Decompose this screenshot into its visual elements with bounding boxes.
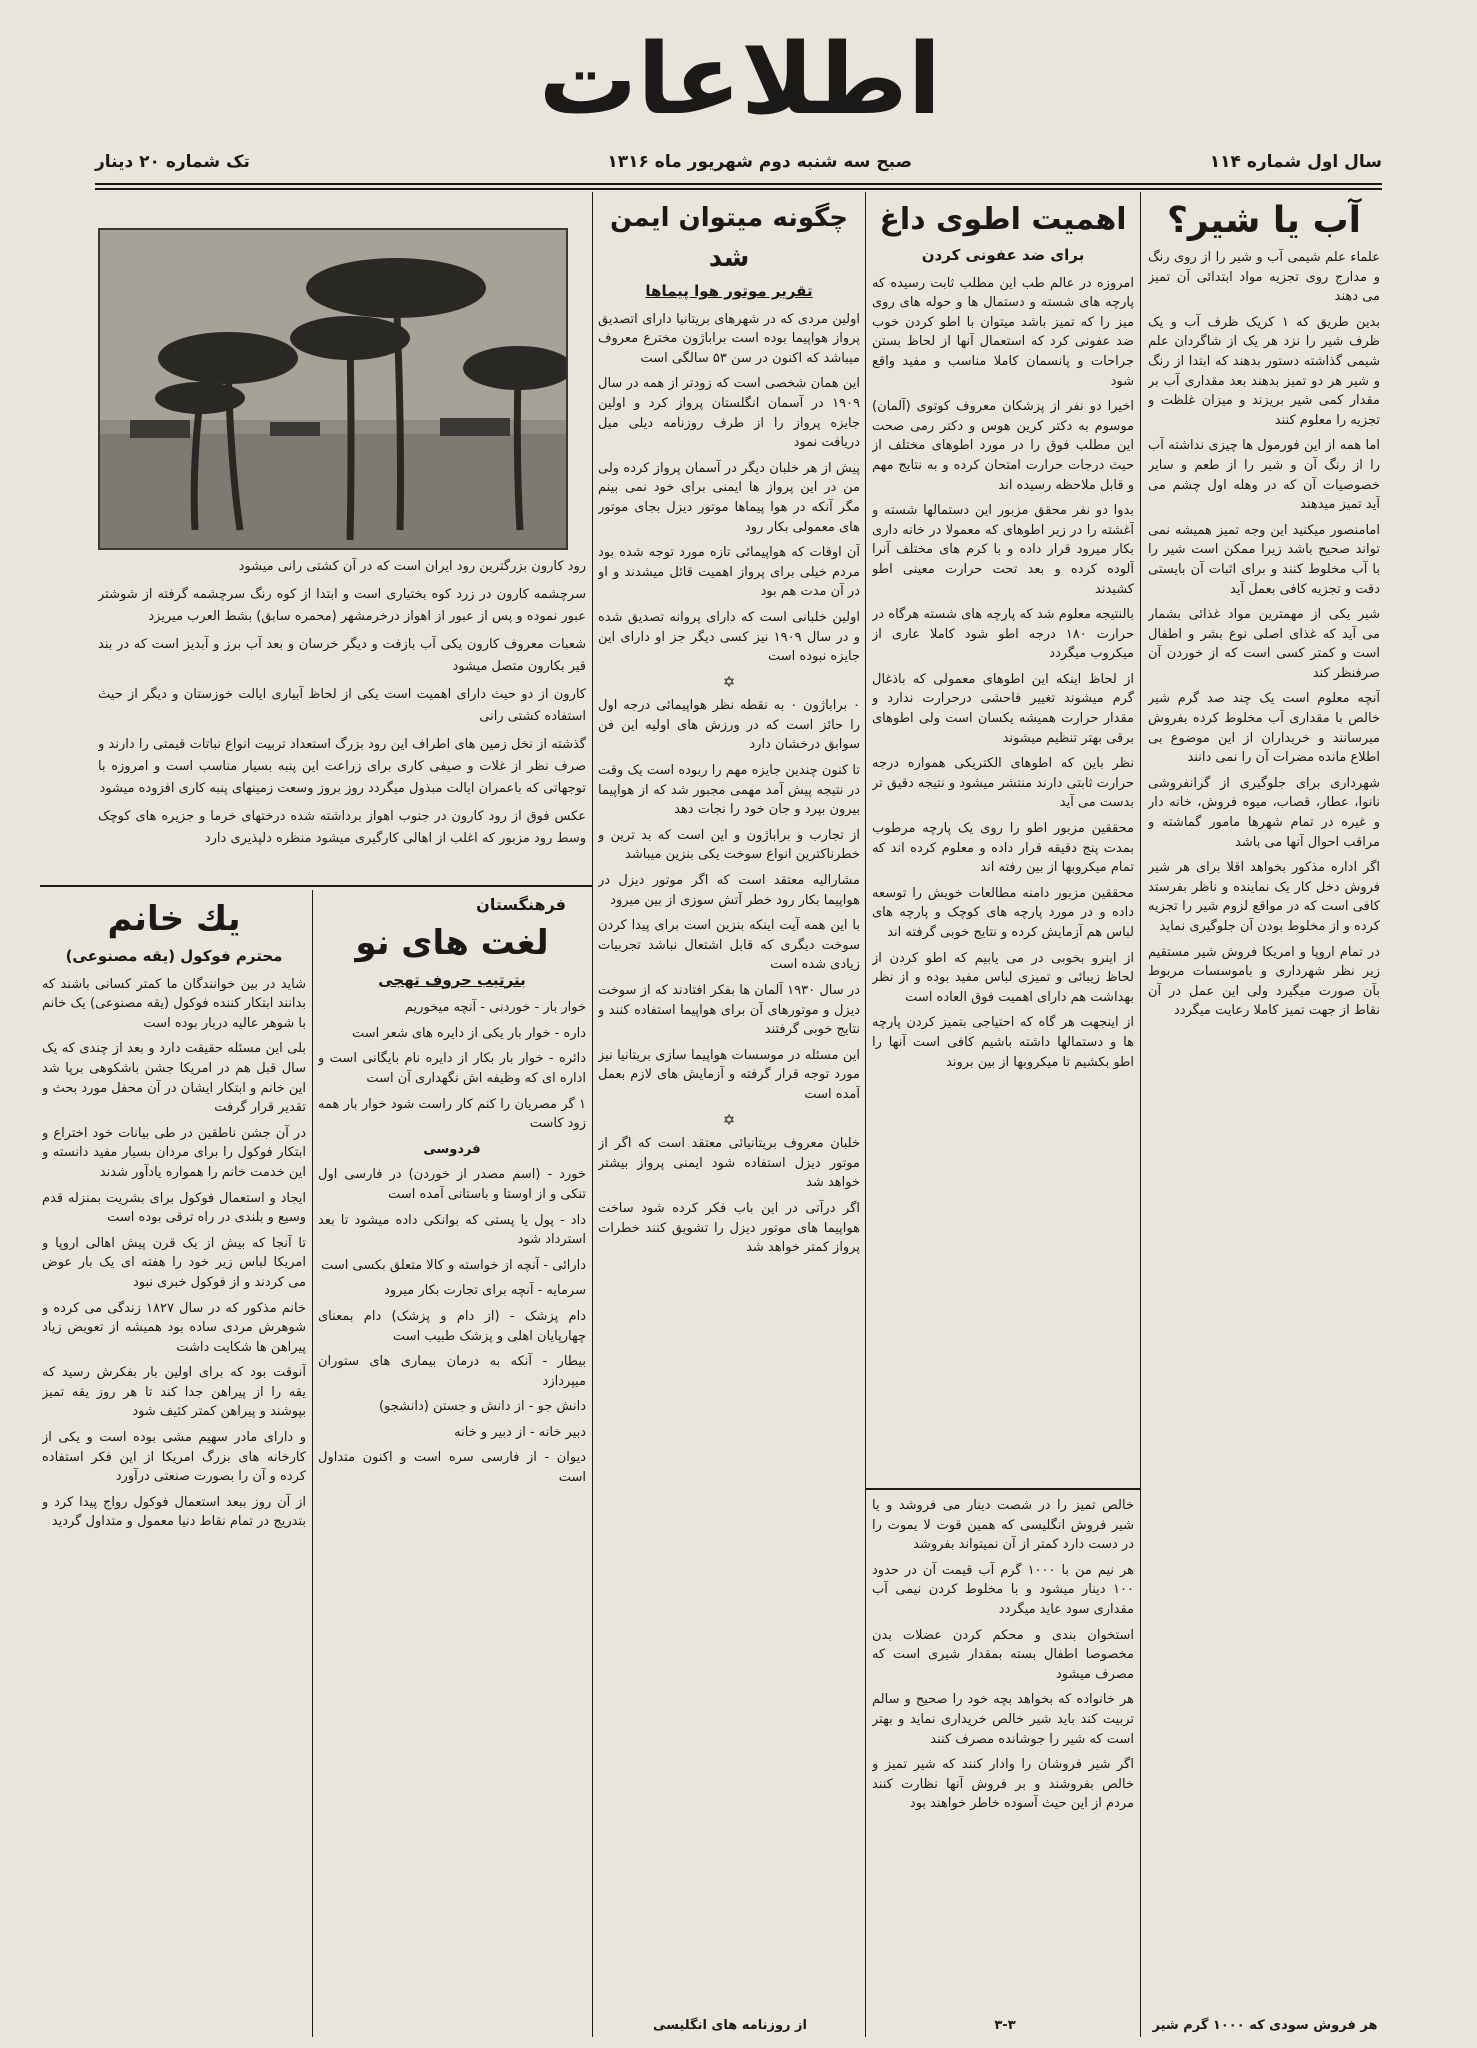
paragraph: شاید در بین خوانندگان ما کمتر کسانی باشند که بدانند ابتکار کننده فوکول (یقه مصنوعی) یک خانم با شوهر عالیه دربار بوده است: [42, 976, 306, 1031]
paragraph: امروزه در عالم طب این مطلب ثابت رسیده که پارچه های شسته و دستمال ها و حوله های روی میز را که تمیز باشد میتوان با اطو کردن خوب ضد عفونی کرد که استعمال آنها از لحاظ بستن جراحات و پانسمان کاملا مناسب و مفید واقع شود: [872, 275, 1134, 389]
paragraph: استخوان بندی و محکم کردن عضلات بدن مخصوصا اطفال بسته بمقدار شیری است که مصرف میشود: [872, 1627, 1134, 1682]
paragraph: داره - خوار بار یکی از دایره های شعر است: [352, 1025, 586, 1041]
masthead: اطلاعات: [538, 23, 942, 137]
article-hot-iron: [872, 198, 1134, 1483]
palm-trees-image: [100, 230, 566, 548]
paragraph: آنچه معلوم است یک چند صد گرم شیر خالص با مقداری آب مخلوط کرده بفروش میرسانند و خریداران از این موضوع بی اطلاع مانده مضرات آن را نمی دانند: [1148, 691, 1380, 766]
paragraph: پیش از هر خلبان دیگر در آسمان پرواز کرده ولی من در این پرواز ها ایمنی برای خود نمی بینم مگر آنکه در هوا پیماها موتور دیزل بجای موتور های معمولی بکار رود: [598, 460, 860, 535]
article-subtitle: بترتیب حروف تهجی: [378, 970, 526, 989]
paragraph: در آن جشن ناطقین در طی بیانات خود اختراع و ابتکار فوکول را برای مردان بسیار مفید دانسته و این خدمت خانم را همواره یادآور شدند: [42, 1125, 306, 1180]
paragraph: هر خانواده که بخواهد بچه خود را صحیح و سالم تربیت کند باید شیر خالص خریداری نماید و بهتر است که شیر را جوشانده مصرف کنند: [872, 1692, 1134, 1747]
article-title: آب یا شیر؟: [1167, 200, 1361, 241]
caption-paragraph: شعبات معروف کارون یکی آب بازفت و دیگر خرسان و بعد آب برز و آبدیز است که در بند قیر بکارون متصل میشود: [98, 637, 586, 674]
article-subtitle: برای ضد عفونی کردن: [921, 246, 1085, 264]
paragraph: محققین مزبور دامنه مطالعات خویش را توسعه داده و در مورد پارچه های کوچک و پارچه های لباس هم آزمایش کرده و نتایج خوبی گرفته اند: [872, 885, 1134, 940]
paragraph: خانم مذکور که در سال ۱۸۲۷ زندگی می کرده و شوهرش مردی ساده بود همیشه از تعویض زیاد پیراهن ها شکایت داشت: [42, 1300, 306, 1355]
paragraph: داد - پول یا پستی که بوانکی داده میشود تا بعد استرداد شود: [318, 1212, 586, 1248]
paragraph: اگر شیر فروشان را وادار کنند که شیر تمیز و خالص بفروشند و بر فروش آنها نظارت کنند مردم از این حیث آسوده خاطر خواهند بود: [872, 1757, 1134, 1812]
paragraph: تا کنون چندین جایزه مهم را ربوده است یک وقت در نتیجه پیش آمد مهمی مجبور شد که از هواپیما بیرون بپرد و جان خود را نجات دهد: [598, 763, 860, 818]
paragraph: در تمام اروپا و امریکا فروش شیر مستقیم زیر نظر شهرداری و باموسسات مربوط بآن صورت میگیرد ولی این عمل در آن نقاط از جهت تمیز کاملا رعایت میگردد: [1148, 944, 1380, 1019]
issue-number: سال اول شماره ۱۱۴: [1209, 152, 1382, 172]
paragraph: امامنصور میکنید این وجه تمیز همیشه نمی تواند صحیح باشد زیرا ممکن است شیر را با آب مخلوط کنند و برای اثبات آن بایستی دقت و تجزیه کافی بعمل آید: [1148, 522, 1380, 597]
article-water-or-milk-continued: [872, 1496, 1134, 2016]
paragraph: بالنتیجه معلوم شد که پارچه های شسته هرگاه در حرارت ۱۸۰ درجه اطو شود کاملا عاری از میکروب میگردد: [872, 607, 1134, 662]
paragraph: آنوقت بود که برای اولین بار بفکرش رسید که یقه را از پیراهن جدا کند تا هر روز یقه تمیز بپوشند و پیراهن کمتر کثیف شود: [42, 1365, 306, 1420]
top-rule-1: [95, 183, 1382, 185]
article-a-lady: [42, 895, 306, 2025]
paragraph: از اینرو بخوبی در می یابیم که اطو کردن از لحاظ زیبائی و تمیزی لباس مفید بوده و از نظر بهداشت هم دارای اهمیت فوق العاده است: [872, 950, 1134, 1005]
paragraph: اگر اداره مذکور بخواهد اقلا برای هر شیر فروش دخل کار یک نماینده و ناظر بفرستد کافی است که در مواقع لزوم شیر را تجزیه کرده و از مخلوط بودن آن جلوگیری نماید: [1148, 860, 1380, 934]
paragraph: تا آنجا که بیش از یک قرن پیش اهالی اروپا و امریکا لباس زیر خود را هفته ای یک بار عوض می کردند و از فوکول خبری نبود: [42, 1235, 306, 1290]
paragraph: بدین طریق که ۱ کریک ظرف آب و یک ظرف شیر را نزد هر یک از شاگردان علم شیمی گذاشته دستور بدهند که ابتدا از رنگ و شیر هر دو تمیز بدهند بعد مقداری آب بر مقدار کمی شیر بریزند و میزان غلظت و تجزیه را معلوم کنند: [1148, 314, 1380, 428]
paragraph: ۱ گر مصریان را کنم کار راست شود خوار بار همه زود کاست: [318, 1096, 586, 1132]
paragraph: شیر یکی از مهمترین مواد غذائی بشمار می آید که غذای اصلی نوع بشر و اطفال است و کمتر کسی است که از خوردن آن صرفنظر کند: [1148, 607, 1380, 681]
col3-footer: از روزنامه های انگلیسی: [653, 2018, 807, 2033]
paragraph: اولین مردی که در شهرهای بریتانیا دارای اتصدیق پرواز هواپیما بوده است براباژون مخترع معروف میباشد که اکنون در سن ۵۳ سالگی است: [598, 311, 860, 366]
col1-footer: هر فروش سودی که ۱۰۰۰ گرم شیر: [1152, 2018, 1378, 2033]
poet-name: فردوسی: [423, 1141, 481, 1157]
paragraph: اولین خلبانی است که دارای پروانه تصدیق شده و در سال ۱۹۰۹ نیز کسی دیگر جز او دارای این جایزه نبوده است: [598, 609, 860, 665]
paragraph: خوار بار - خوردنی - آنچه میخوریم: [404, 1000, 586, 1016]
paragraph: و دارای مادر سهیم مشی بوده است و یکی از کارخانه های بزرگ امریکا از این فکر استفاده کرده و آن را بصورت صنعتی درآورد: [42, 1430, 306, 1485]
caption-paragraph: سرچشمه کارون در زرد کوه بختیاری است و ابتدا از کوه رنگ سرچشمه گرفته از شوشتر عبور نموده و پس از عبور از اهواز درخرمشهر (محمره سابق) بشط العرب میریزد: [98, 587, 586, 624]
article-title: چگونه میتوان ایمن شد: [609, 203, 849, 273]
paragraph: بیطار - آنکه به درمان بیماری های ستوران میپردازد: [318, 1354, 586, 1389]
paragraph: دانش جو - از دانش و جستن (دانشجو): [378, 1399, 586, 1415]
paragraph: اما همه از این فورمول ها چیزی نداشته آب را از رنگ آن و شیر را از طعم و سایر خصوصیات آن که در وهله اول چشم می آید تمیز میدهند: [1148, 438, 1380, 513]
col2-footer: ۳-۳: [994, 2018, 1016, 2033]
top-rule-2: [95, 188, 1382, 190]
paragraph: نظر باین که اطوهای الکتریکی همواره درجه حرارت ثابتی دارند منتشر میشود و نتیجه دقیق تر بدست می آید: [872, 756, 1134, 811]
paragraph: از لحاظ اینکه این اطوهای معمولی که باذغال گرم میشوند تغییر فاحشی درحرارت ندارد و مقدار حرارت همیشه یکسان است ولی اطوهای برقی بهتر تنظیم میشوند: [872, 671, 1134, 746]
issue-price: تک شماره ۲۰ دینار: [95, 152, 250, 172]
column-divider: [1140, 192, 1141, 2037]
paragraph: اگر درآتی در این باب فکر کرده شود ساخت هواپیما های موتور دیزل را تشویق کنند خطرات پرواز کمتر خواهد شد: [598, 1200, 860, 1256]
paragraph: خورد - (اسم مصدر از خوردن) در فارسی اول تنکی و از اوستا و باستانی آمده است: [318, 1167, 586, 1202]
paragraph: دارائی - آنچه از خواسته و کالا متعلق بکسی است: [321, 1257, 586, 1273]
paragraph: ایجاد و استعمال فوکول برای بشریت بمنزله قدم وسیع و بلندی در راه ترقی بوده است: [42, 1190, 306, 1226]
column-divider: [865, 192, 866, 2037]
paragraph: آن اوقات که هواپیمائی تازه مورد توجه شده بود مردم خیلی برای پرواز اهمیت قائل میشدند و او در آن مدت هم بود: [598, 545, 860, 600]
caption-paragraph: کارون از دو حیث دارای اهمیت است یکی از لحاظ آبیاری ایالت خوزستان و دیگر از حیث استفاده کشتی رانی: [98, 687, 586, 724]
paragraph: خالص تمیز را در شصت دینار می فروشد و یا شیر فروش انگلیسی که همین قوت لا یموت را در دست دارد کمتر از آن نمیتواند بفروشد: [872, 1498, 1134, 1553]
article-title: اهمیت اطوی داغ: [879, 202, 1127, 237]
paragraph: این همان شخصی است که زودتر از همه در سال ۱۹۰۹ در آسمان انگلستان پرواز کرد و اولین جایزه پرواز را از طرف روزنامه دیلی میل دریافت نمود: [598, 376, 860, 451]
column-divider: [312, 890, 313, 2037]
photo-karun-river: [98, 228, 568, 550]
article-aviation-safety: [598, 198, 860, 2013]
star-ornament-icon: ✡: [722, 672, 736, 691]
paragraph: خلبان معروف بریتانیائی معتقد است که اگر از موتور دیزل استفاده شود ایمنی پرواز بیشتر خواهد شد: [598, 1136, 860, 1191]
paragraph: از تجارب و براباژون و این است که بد ترین و خطرناکترین انواع سوخت یکی بنزین میباشد: [598, 827, 860, 863]
issue-date: صبح سه شنبه دوم شهریور ماه ۱۳۱۶: [607, 152, 912, 172]
dateline: [95, 148, 1382, 178]
article-title: یك خانم: [107, 899, 241, 939]
section-rule: [40, 885, 592, 887]
paragraph: با این همه آیت اینکه بنزین است برای پیدا کردن سوخت دیگری که قابل اشتعال نباشد تجربیات زیادی شده است: [598, 918, 860, 973]
photo-caption: [98, 556, 586, 878]
paragraph: محققین مزبور اطو را روی یک پارچه مرطوب بمدت پنج دقیقه قرار داده و معلوم کرده اند که تمام میکروبها از بین رفته اند: [872, 821, 1134, 876]
paragraph: بلی این مسئله حقیقت دارد و بعد از چندی که یک سال قبل هم در امریکا جشن باشکوهی برپا شد این خانم و ابتکار ایشان در آن محفل مورد بحث و تقدیر قرار گرفت: [42, 1041, 306, 1116]
paragraph: این مسئله در موسسات هواپیما سازی بریتانیا نیز مورد توجه قرار گرفته و آزمایش های لازم بعمل آمده است: [598, 1047, 860, 1102]
paragraph: از آن روز ببعد استعمال فوکول رواج پیدا کرد و بتدریج در تمام نقاط دنیا معمول و متداول گردید: [42, 1494, 306, 1530]
paragraph: علماء علم شیمی آب و شیر را از روی رنگ و مدارج روی تجزیه مواد ابتدائی آن تمیز می دهند: [1148, 250, 1380, 305]
article-title: لغت های نو: [355, 922, 549, 963]
section-rule: [866, 1488, 1140, 1490]
article-water-or-milk: [1148, 198, 1380, 2038]
article-subtitle: محترم فوکول (یقه مصنوعی): [65, 947, 283, 965]
paragraph: بدوا دو نفر محقق مزبور این دستمالها شسته و آغشته را در زیر اطوهای که معمولا در خانه داری بکار میرود قرار داده و با کرم های مختلف آنرا آلوده کرده و بعد تحت حرارت معینی اطو کشیدند: [872, 503, 1134, 597]
caption-paragraph: عکس فوق از رود کارون در جنوب اهواز برداشته شده درختهای خرما و جزیره های کوچک وسط رود مزبور که اغلب از اهالی کارگیری میشود منظره دلپذیری دارد: [98, 809, 586, 846]
section-label: فرهنگستان: [476, 895, 566, 914]
star-ornament-icon: ✡: [722, 1110, 736, 1129]
caption-paragraph: گذشته از نخل زمین های اطراف این رود بزرگ استعداد تربیت انواع نباتات قیمتی را دارند و صرف نظر از غلات و صیفی کاری برای زراعت این پنبه بسیار مناسب است و امروزه با توجهاتی که باعمران ایالت مبذول میگردد روز بروز وسعت زمینهای پنبه کاری افزوده میشود: [98, 737, 586, 796]
paragraph: هر نیم من با ۱۰۰۰ گرم آب قیمت آن در حدود ۱۰۰ دینار میشود و با مخلوط کردن نیمی آب مقداری سود عاید میگردد: [872, 1562, 1134, 1617]
paragraph: شهرداری برای جلوگیری از گرانفروشی نانوا، عطار، قصاب، میوه فروش، خانه دار و غیره در تمام شهرها مامور گماشته و مراقب احوال آنها می باشد: [1148, 775, 1380, 850]
paragraph: دیوان - از فارسی سره است و اکنون متداول است: [318, 1450, 586, 1486]
article-subtitle: تقریر موتور هوا پیماها: [645, 282, 813, 300]
paragraph: اخیرا دو نفر از پزشکان معروف کوتوی (آلمان) موسوم به دکتر کرین هوس و دکتر رمی صحت این مطلب فوق را در مورد اطوهای مختلف از حیث درجات حرارت امتحان کرده و به نتایج مهم و قابل ملاحظه رسیده اند: [872, 399, 1134, 493]
paragraph: مشاراليه معتقد است که اگر موتور دیزل در هواپیما بکار رود خطر آتش سوزی از بین میرود: [598, 873, 860, 908]
paragraph: دام پزشک - (از دام و پزشک) دام بمعنای چهارپایان اهلی و پزشک طبیب است: [318, 1308, 586, 1344]
column-divider: [592, 192, 593, 2037]
paragraph: در سال ۱۹۳۰ آلمان ها بفکر افتادند که از سوخت دیزل و موتورهای آن برای هواپیما استفاده کنند و نتایج خوبی گرفتند: [598, 983, 860, 1038]
paragraph: ۰ براباژون ۰ به نقطه نظر هواپیمائی درجه اول را حائز است که در ورزش های اولیه این فن سوابق درخشان دارد: [598, 698, 860, 753]
paragraph: دبیر خانه - از دبیر و خانه: [454, 1424, 586, 1440]
paragraph: سرمایه - آنچه برای تجارت بکار میرود: [384, 1283, 586, 1299]
caption-paragraph: رود کارون بزرگترین رود ایران است که در آن کشتی رانی میشود: [238, 559, 586, 574]
paragraph: دائره - خوار بار بکار از دایره نام بایگانی است و اداره ای که وظیفه اش نگهداری آن است: [318, 1051, 586, 1086]
article-new-words: [318, 895, 586, 2025]
paragraph: از اینجهت هر گاه که احتیاجی بتمیز کردن پارچه ها و دستمالها داشته باشیم کافی است آنها را اطو بکشیم تا میکروبها از بین بروند: [872, 1015, 1134, 1070]
